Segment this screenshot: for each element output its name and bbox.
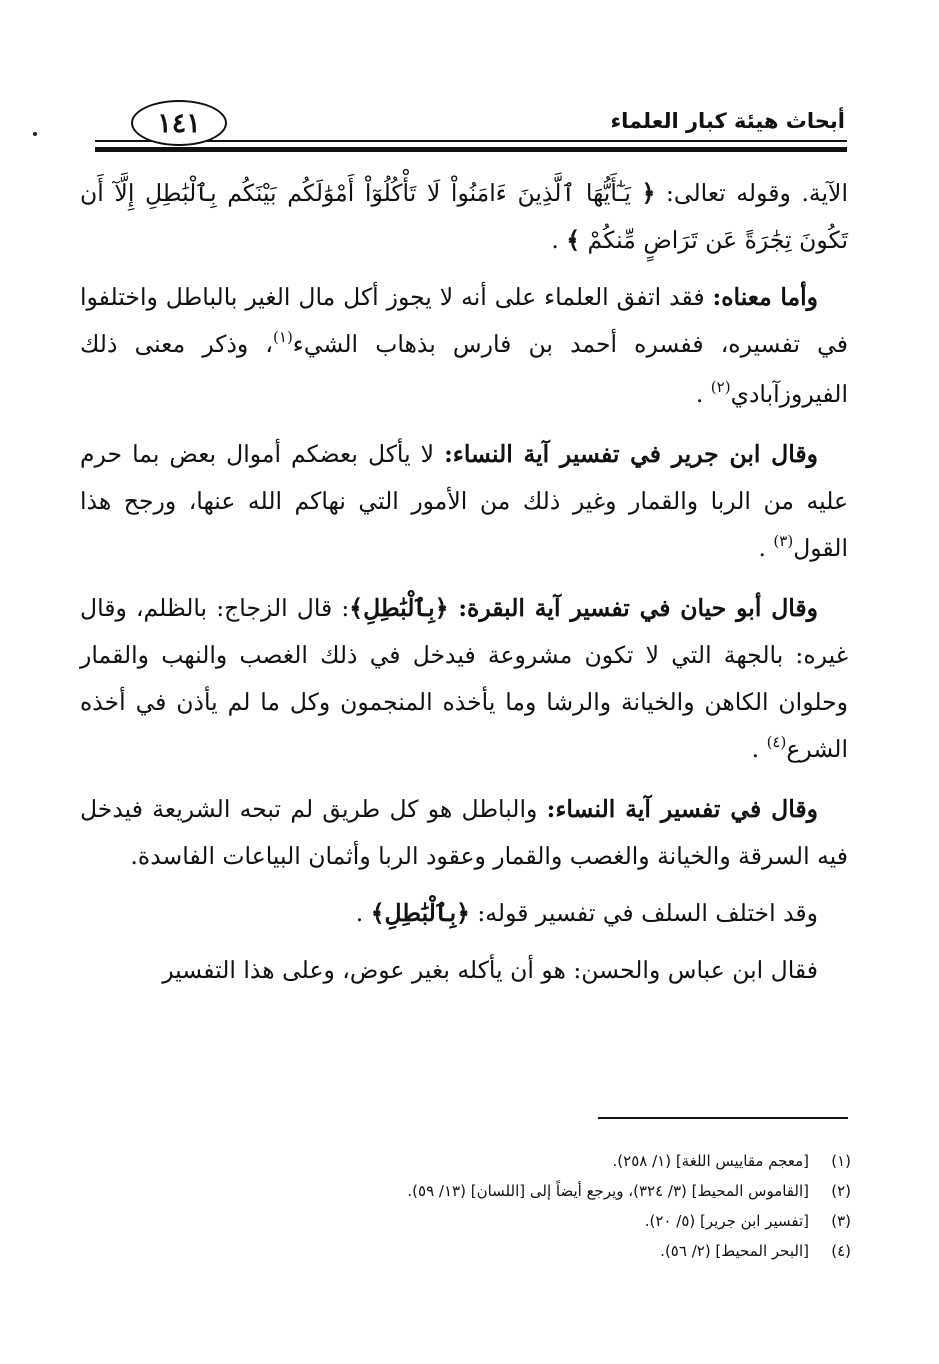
quran-close-bracket: ﴾ — [349, 594, 364, 622]
quran-word: بِٱلْبَٰطِلِ — [363, 594, 435, 622]
quran-open-bracket: ﴿ — [434, 594, 459, 622]
footnote-item — [151, 1146, 851, 1176]
paragraph-text: . — [751, 735, 767, 763]
footnote-ref-1: (١) — [273, 328, 293, 346]
quran-word: بِٱلْبَٰطِلِ — [384, 899, 457, 927]
quran-verse: يَـٰٓأَيُّهَا ٱلَّذِينَ ءَامَنُواْ لَا تَأْكُلُوٓاْ أَمْوَٰلَكُم بَيْنَكُم بِٱلْبَٰطِلِ إِلَّآ أَن تَكُونَ تِجَٰرَةً عَن تَرَاضٍ مِّنكُمْ — [80, 179, 848, 254]
paragraph-text: . — [695, 380, 711, 408]
paragraph-text: . — [355, 899, 371, 927]
paragraph-5 — [80, 786, 848, 880]
quran-open-bracket: ﴿ — [456, 899, 470, 927]
header-rule-thick — [95, 147, 847, 152]
page-number: ١٤١ — [131, 100, 227, 146]
footnote-item — [151, 1206, 851, 1236]
paragraph-6 — [80, 890, 848, 937]
paragraph-text: . — [551, 226, 567, 254]
paragraph-lead: وقال في تفسير آية النساء: — [546, 795, 818, 823]
paragraph-lead: وقال أبو حيان في تفسير آية البقرة: — [458, 594, 819, 622]
paragraph-text: ، وذكر معنى ذلك الفيروزآبادي — [80, 330, 848, 408]
paragraph-1 — [80, 170, 848, 264]
footnote-text: [تفسير ابن جرير] (٥/ ٢٠). — [644, 1212, 809, 1230]
footnote-number: (٤) — [831, 1242, 851, 1260]
paragraph-lead: وأما معناه: — [712, 283, 818, 311]
paragraph-text: : قال الزجاج: بالظلم، وقال غيره: بالجهة التي لا تكون مشروعة فيدخل في ذلك الغصب والنهب والقمار وحلوان الكاهن والخيانة والرشا وما يأخذه المنجمون وكل ما لم يأذن في أخذه الشرع — [80, 594, 848, 763]
page-header — [95, 95, 847, 155]
quran-close-bracket: ﴾ — [370, 899, 385, 927]
quran-close-bracket: ﴾ — [566, 226, 581, 254]
running-title: أبحاث هيئة كبار العلماء — [610, 109, 845, 133]
footnote-ref-3: (٣) — [773, 532, 794, 550]
paragraph-text: . — [758, 534, 774, 562]
quran-open-bracket: ﴿ — [641, 179, 656, 207]
footnote-ref-4: (٤) — [766, 733, 787, 751]
paragraph-text: الآية. وقوله تعالى: — [655, 179, 848, 207]
paragraph-text: فقد اتفق العلماء على أنه لا يجوز أكل مال الغير بالباطل واختلفوا في تفسيره، ففسره أحمد بن فارس بذهاب الشيء — [80, 283, 848, 358]
footnote-text: [البحر المحيط] (٢/ ٥٦). — [660, 1242, 809, 1260]
paragraph-text: لا يأكل بعضكم أموال بعض بما حرم عليه من الربا والقمار وغير ذلك من الأمور التي نهاكم الله عنها، ورجح هذا القول — [80, 440, 848, 562]
footnote-number: (٢) — [831, 1182, 851, 1200]
footnote-text: [معجم مقاييس اللغة] (١/ ٢٥٨). — [612, 1152, 809, 1170]
footnote-number: (٣) — [831, 1212, 851, 1230]
paragraph-text: فقال ابن عباس والحسن: هو أن يأكله بغير عوض، وعلى هذا التفسير — [162, 956, 818, 984]
footnote-number: (١) — [831, 1152, 851, 1170]
footnote-ref-2: (٢) — [710, 378, 731, 396]
footnote-item — [151, 1236, 851, 1266]
footnote-text: [القاموس المحيط] (٣/ ٣٢٤)، ويرجع أيضاً إلى [اللسان] (١٣/ ٥٩). — [407, 1182, 809, 1200]
stray-dot — [33, 132, 37, 136]
footnote-item — [151, 1176, 851, 1206]
paragraph-3 — [80, 431, 848, 575]
footnote-separator — [598, 1117, 848, 1119]
paragraph-text: وقد اختلف السلف في تفسير قوله: — [469, 899, 818, 927]
paragraph-lead: وقال ابن جرير في تفسير آية النساء: — [444, 440, 818, 468]
main-text — [80, 170, 848, 1004]
paragraph-7 — [80, 947, 848, 994]
paragraph-text: والباطل هو كل طريق لم تبحه الشريعة فيدخل فيه السرقة والخيانة والغصب والقمار وعقود الربا وأثمان البياعات الفاسدة. — [80, 795, 848, 870]
footnotes — [151, 1146, 851, 1266]
paragraph-2 — [80, 274, 848, 421]
paragraph-4 — [80, 585, 848, 776]
